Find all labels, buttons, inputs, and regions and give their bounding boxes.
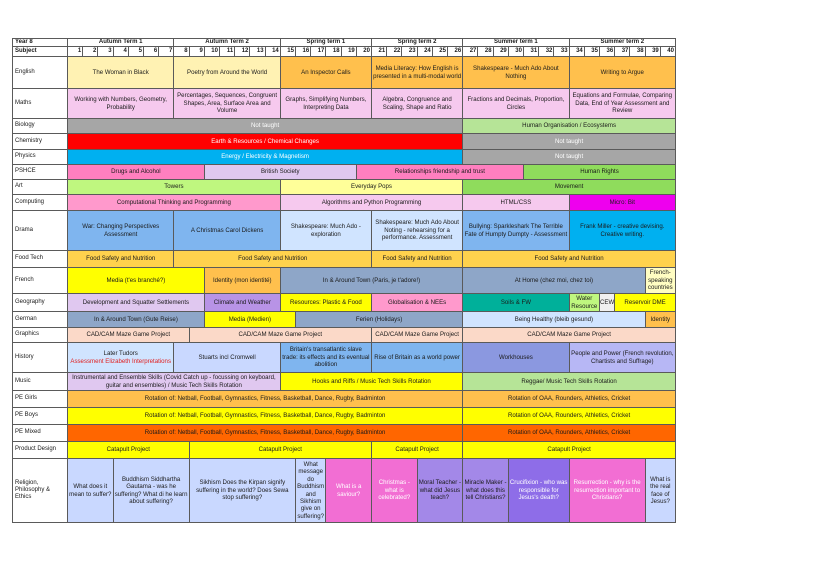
week-number: 5 bbox=[129, 47, 144, 57]
topic-cell: Not taught bbox=[463, 134, 676, 150]
topic-cell: A Christmas Carol Dickens bbox=[174, 211, 280, 251]
week-number: 40 bbox=[661, 47, 676, 57]
topic-cell: Frank Miller - creative devising. Creative writing. bbox=[570, 211, 676, 251]
topic-cell: Shakespeare: Much Ado - exploration bbox=[281, 211, 372, 251]
week-number: 12 bbox=[235, 47, 250, 57]
week-number: 39 bbox=[646, 47, 661, 57]
week-number: 27 bbox=[463, 47, 478, 57]
week-number: 1 bbox=[68, 47, 83, 57]
subject-label: PE Girls bbox=[12, 391, 68, 408]
topic-cell: CAD/CAM Maze Game Project bbox=[68, 328, 190, 343]
topic-cell: Reggae/ Music Tech Skills Rotation bbox=[463, 373, 676, 391]
week-number: 14 bbox=[266, 47, 281, 57]
topic-cell: CAD/CAM Maze Game Project bbox=[372, 328, 463, 343]
topic-cell: Being Healthy (bleib gesund) bbox=[463, 312, 645, 328]
subject-label: Computing bbox=[12, 195, 68, 211]
topic-cell: Stuarts incl Cromwell bbox=[174, 343, 280, 373]
week-number: 16 bbox=[296, 47, 311, 57]
subject-label: PE Mixed bbox=[12, 425, 68, 442]
subject-label: PSHCE bbox=[12, 165, 68, 180]
topic-cell: Working with Numbers, Geometry, Probability bbox=[68, 89, 174, 119]
topic-cell: Catapult Project bbox=[68, 442, 190, 459]
week-number: 26 bbox=[448, 47, 463, 57]
week-number: 35 bbox=[585, 47, 600, 57]
week-number: 9 bbox=[190, 47, 205, 57]
topic-cell: Catapult Project bbox=[372, 442, 463, 459]
week-number: 30 bbox=[509, 47, 524, 57]
week-number: 38 bbox=[630, 47, 645, 57]
topic-cell: Food Safety and Nutrition bbox=[372, 251, 463, 268]
topic-cell: Media (Medien) bbox=[205, 312, 296, 328]
subject-label: Chemistry bbox=[12, 134, 68, 150]
topic-cell: Rotation of: Netball, Football, Gymnastics, Fitness, Basketball, Dance, Rugby, Badminton bbox=[68, 391, 463, 408]
week-number: 19 bbox=[342, 47, 357, 57]
week-number: 33 bbox=[554, 47, 569, 57]
week-number: 2 bbox=[83, 47, 98, 57]
topic-cell: Energy / Electricity & Magnetism bbox=[68, 150, 463, 165]
topic-cell: HTML/CSS bbox=[463, 195, 569, 211]
topic-cell: Globalisation & NEEs bbox=[372, 294, 463, 312]
topic-cell: Percentages, Sequences, Congruent Shapes, Area, Surface Area and Volume bbox=[174, 89, 280, 119]
subject-column-header: Subject bbox=[12, 47, 68, 57]
subject-label: Religion, Philosophy & Ethics bbox=[12, 459, 68, 523]
topic-cell: Climate and Weather bbox=[205, 294, 281, 312]
topic-cell: Moral Teacher - what did Jesus teach? bbox=[418, 459, 464, 523]
week-number: 11 bbox=[220, 47, 235, 57]
topic-cell: Food Safety and Nutrition bbox=[68, 251, 174, 268]
topic-cell: Reservoir DME bbox=[615, 294, 676, 312]
topic-cell: Algebra, Congruence and Scaling, Shape and Ratio bbox=[372, 89, 463, 119]
topic-cell: CAD/CAM Maze Game Project bbox=[190, 328, 372, 343]
topic-cell: Equations and Formulae, Comparing Data, End of Year Assessment and Review bbox=[570, 89, 676, 119]
topic-cell: Computational Thinking and Programming bbox=[68, 195, 281, 211]
subject-label: French bbox=[12, 268, 68, 294]
topic-cell: Rise of Britain as a world power bbox=[372, 343, 463, 373]
topic-cell: Rotation of: Netball, Football, Gymnastics, Fitness, Basketball, Dance, Rugby, Badminton bbox=[68, 408, 463, 425]
topic-cell: Drugs and Alcohol bbox=[68, 165, 205, 180]
topic-cell: Earth & Resources / Chemical Changes bbox=[68, 134, 463, 150]
topic-cell: Crucifixion - who was responsible for Jesus's death? bbox=[509, 459, 570, 523]
topic-cell: Fractions and Decimals, Proportion, Circles bbox=[463, 89, 569, 119]
topic-cell: In & Around Town (Gute Reise) bbox=[68, 312, 205, 328]
term-header: Summer term 1 bbox=[463, 38, 569, 47]
topic-cell: Not taught bbox=[68, 119, 463, 134]
topic-cell: Soils & FW bbox=[463, 294, 569, 312]
week-number: 31 bbox=[524, 47, 539, 57]
topic-cell: What message do Buddhism and Sikhism give on suffering? bbox=[296, 459, 326, 523]
topic-cell: Media Literacy: How English is presented in a multi-modal world bbox=[372, 57, 463, 89]
topic-cell: War: Changing Perspectives Assessment bbox=[68, 211, 174, 251]
topic-cell: British Society bbox=[205, 165, 357, 180]
subject-label: Graphics bbox=[12, 328, 68, 343]
topic-assessment-note: Assessment Elizabeth Interpretations bbox=[70, 357, 171, 365]
subject-label: English bbox=[12, 57, 68, 89]
topic-cell: The Woman in Black bbox=[68, 57, 174, 89]
week-number: 4 bbox=[114, 47, 129, 57]
week-number: 32 bbox=[539, 47, 554, 57]
topic-cell: Catapult Project bbox=[190, 442, 372, 459]
topic-cell: Identity bbox=[646, 312, 676, 328]
topic-cell: Sikhism Does the Kirpan signify suffering in the world? Does Sewa stop suffering? bbox=[190, 459, 296, 523]
topic-cell: CEW bbox=[600, 294, 615, 312]
subject-label: Geography bbox=[12, 294, 68, 312]
topic-cell: Identity (mon identité) bbox=[205, 268, 281, 294]
subject-label: History bbox=[12, 343, 68, 373]
week-number: 36 bbox=[600, 47, 615, 57]
topic-cell: Resurrection - why is the resurrection important to Christians? bbox=[570, 459, 646, 523]
topic-cell: Shakespeare: Much Ado About Noting - rehearsing for a performance. Assessment bbox=[372, 211, 463, 251]
topic-cell: Catapult Project bbox=[463, 442, 676, 459]
term-header: Autumn Term 1 bbox=[68, 38, 174, 47]
topic-title: Later Tudors bbox=[103, 350, 138, 358]
topic-cell: Buddhism Siddhartha Gautama - was he suffering? What di he learn about suffering? bbox=[114, 459, 190, 523]
week-number: 25 bbox=[433, 47, 448, 57]
subject-label: Drama bbox=[12, 211, 68, 251]
topic-cell: Development and Squatter Settlements bbox=[68, 294, 205, 312]
topic-cell: Not taught bbox=[463, 150, 676, 165]
topic-cell: Everyday Pops bbox=[281, 180, 463, 195]
week-number: 24 bbox=[418, 47, 433, 57]
subject-label: Art bbox=[12, 180, 68, 195]
topic-cell: What is the real face of Jesus? bbox=[646, 459, 676, 523]
topic-cell: Water Resource bbox=[570, 294, 600, 312]
topic-cell: Britain's transatlantic slave trade: its effects and its eventual abolition bbox=[281, 343, 372, 373]
topic-cell: Human Organisation / Ecosystems bbox=[463, 119, 676, 134]
week-number: 18 bbox=[326, 47, 341, 57]
topic-cell: In & Around Town (Paris, je t'adore!) bbox=[281, 268, 463, 294]
week-number: 20 bbox=[357, 47, 372, 57]
subject-label: Food Tech bbox=[12, 251, 68, 268]
year-label: Year 8 bbox=[12, 38, 68, 47]
topic-cell: Rotation of: Netball, Football, Gymnastics, Fitness, Basketball, Dance, Rugby, Badminton bbox=[68, 425, 463, 442]
topic-cell: Christmas - what is celebrated? bbox=[372, 459, 418, 523]
term-header: Summer term 2 bbox=[570, 38, 676, 47]
subject-label: Biology bbox=[12, 119, 68, 134]
week-number: 37 bbox=[615, 47, 630, 57]
topic-cell: Food Safety and Nutrition bbox=[463, 251, 676, 268]
subject-label: Music bbox=[12, 373, 68, 391]
week-number: 17 bbox=[311, 47, 326, 57]
topic-cell: Rotation of OAA, Rounders, Athletics, Cricket bbox=[463, 408, 676, 425]
topic-cell: Bullying: Sparkleshark The Terrible Fate of Humpty Dumpty - Assessment bbox=[463, 211, 569, 251]
subject-label: Physics bbox=[12, 150, 68, 165]
week-number: 22 bbox=[387, 47, 402, 57]
topic-cell: Hooks and Riffs / Music Tech Skills Rotation bbox=[281, 373, 463, 391]
subject-label: PE Boys bbox=[12, 408, 68, 425]
topic-cell: At Home (chez moi, chez toi) bbox=[463, 268, 645, 294]
topic-cell: Poetry from Around the World bbox=[174, 57, 280, 89]
topic-cell: People and Power (French revolution, Chartists and Suffrage) bbox=[570, 343, 676, 373]
topic-cell: Towers bbox=[68, 180, 281, 195]
topic-cell: Resources: Plastic & Food bbox=[281, 294, 372, 312]
week-number: 28 bbox=[478, 47, 493, 57]
subject-label: Maths bbox=[12, 89, 68, 119]
topic-cell: Shakespeare - Much Ado About Nothing bbox=[463, 57, 569, 89]
week-number: 7 bbox=[159, 47, 174, 57]
topic-cell: Graphs, Simplifying Numbers, Interpreting Data bbox=[281, 89, 372, 119]
subject-label: German bbox=[12, 312, 68, 328]
topic-cell: Relationships friendship and trust bbox=[357, 165, 524, 180]
term-header: Spring term 2 bbox=[372, 38, 463, 47]
topic-cell: Algorithms and Python Programming bbox=[281, 195, 463, 211]
subject-label: Product Design bbox=[12, 442, 68, 459]
topic-cell: CAD/CAM Maze Game Project bbox=[463, 328, 676, 343]
topic-cell: Ferien (Holidays) bbox=[296, 312, 463, 328]
term-header: Autumn Term 2 bbox=[174, 38, 280, 47]
week-number: 6 bbox=[144, 47, 159, 57]
week-number: 29 bbox=[494, 47, 509, 57]
topic-cell: Food Safety and Nutrition bbox=[174, 251, 372, 268]
week-number: 3 bbox=[98, 47, 113, 57]
topic-cell: Miracle Maker - what does this tell Christians? bbox=[463, 459, 509, 523]
topic-cell: An Inspector Calls bbox=[281, 57, 372, 89]
topic-cell: Rotation of OAA, Rounders, Athletics, Cricket bbox=[463, 425, 676, 442]
topic-cell: What does it mean to suffer? bbox=[68, 459, 114, 523]
week-number: 8 bbox=[174, 47, 189, 57]
topic-cell: Human Rights bbox=[524, 165, 676, 180]
topic-cell: Media (t'es branché?) bbox=[68, 268, 205, 294]
topic-cell: Instrumental and Ensemble Skills (Covid Catch up - focussing on keyboard, guitar and ensembles) / Music Tech Skills Rotation bbox=[68, 373, 281, 391]
topic-cell: Rotation of OAA, Rounders, Athletics, Cricket bbox=[463, 391, 676, 408]
topic-cell bbox=[68, 343, 174, 373]
week-number: 13 bbox=[250, 47, 265, 57]
week-number: 34 bbox=[570, 47, 585, 57]
week-number: 15 bbox=[281, 47, 296, 57]
topic-cell: What is a saviour? bbox=[326, 459, 372, 523]
week-number: 23 bbox=[402, 47, 417, 57]
topic-cell: French-speaking countries bbox=[646, 268, 676, 294]
topic-cell: Movement bbox=[463, 180, 676, 195]
week-number: 10 bbox=[205, 47, 220, 57]
term-header: Spring term 1 bbox=[281, 38, 372, 47]
topic-cell: Workhouses bbox=[463, 343, 569, 373]
topic-cell: Writing to Argue bbox=[570, 57, 676, 89]
topic-cell: Micro: Bit bbox=[570, 195, 676, 211]
week-number: 21 bbox=[372, 47, 387, 57]
